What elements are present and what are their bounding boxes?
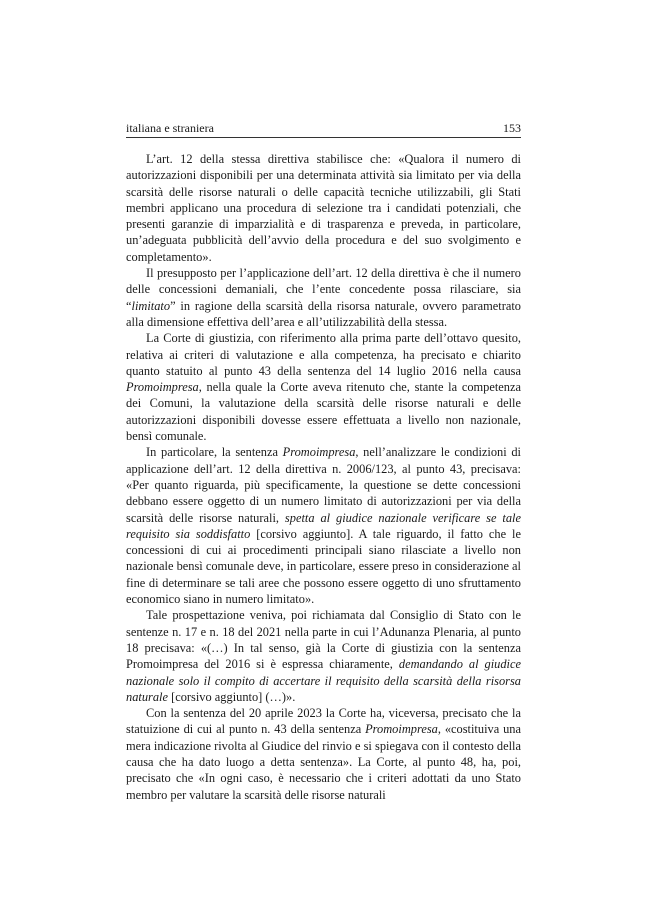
header-section-title: italiana e straniera <box>126 121 214 135</box>
text-run: ” in ragione della scarsità della risorsa naturale, ovvero parametrato alla dimensione effettiva dell’area e all’utilizzabilità della stessa. <box>126 298 521 329</box>
italic-run: Promoimpresa <box>365 722 438 737</box>
text-run: Tale prospettazione veniva, poi richiamata dal Consiglio di Stato con le sentenze n. 17 e n. 18 del 2021 nella parte in cui l’Adunanza Plenaria, al punto 18 precisava: «(…) In tal senso, già la Corte di giustizia con la sentenza Promoimpresa del 2016 si è espressa chiaramente, <box>126 608 521 672</box>
text-run: L’art. 12 della stessa direttiva stabilisce che: «Qualora il numero di autorizzazioni disponibili per una determinata attività sia limitato per via della scarsità delle risorse naturali o delle capacità tecniche utilizzabili, gli Stati membri applicano una procedura di selezione tra i candidati potenziali, che presenti garanzie di imparzialità e di trasparenza e preveda, in particolare, un’adeguata pubblicità dell’avvio della procedura e del suo svolgimento e completamento». <box>126 152 521 264</box>
text-run: Il presupposto per l’applicazione dell’art. 12 della direttiva è che il numero delle concessioni demaniali, che l’ente concedente possa rilasciare, sia “ <box>126 266 521 313</box>
text-run: [corsivo aggiunto] (…)». <box>168 689 296 704</box>
header-rule <box>126 137 521 138</box>
italic-run: Promoimpresa <box>126 380 199 395</box>
italic-run: Promoimpresa <box>282 445 356 460</box>
paragraph <box>126 607 521 705</box>
running-header <box>126 120 521 136</box>
text-run: , «costituiva una mera indicazione rivolta al Giudice del rinvio e si spiegava con il contesto della causa che ha dato luogo a detta sentenza». La Corte, al punto 48, ha, poi, precisato che «In ogni caso, è necessario che i criteri adottati da uno Stato membro per valutare la scarsità delle risorse naturali <box>126 722 521 802</box>
text-run: , nella quale la Corte aveva ritenuto che, stante la competenza dei Comuni, la valutazione della scarsità delle risorse naturali e delle autorizzazioni disponibili dovesse essere effettuata a livello non nazionale, bensì comunale. <box>126 380 521 444</box>
text-run: Con la sentenza del 20 aprile 2023 la Corte ha, viceversa, precisato che la statuizione di cui al punto n. 43 della sentenza <box>126 706 521 737</box>
italic-run: spetta al giudice nazionale verificare se tale requisito sia soddisfatto <box>126 510 521 541</box>
text-run: [corsivo aggiunto]. A tale riguardo, il fatto che le concessioni di cui ai procedimenti principali siano rilasciate a livello non nazionale bensì comunale deve, in particolare, essere preso in considerazione al fine di determinare se tali aree che possono essere oggetto di uno sfruttamento economico siano in numero limitato». <box>126 526 521 607</box>
paragraph <box>126 444 521 607</box>
body-text <box>126 151 521 803</box>
text-run: La Corte di giustizia, con riferimento alla prima parte dell’ottavo quesito, relativa ai criteri di valutazione e alla competenza, ha precisato e chiarito quanto statuito al punto 43 della sentenza del 14 luglio 2016 nella causa <box>126 331 521 378</box>
italic-run: demandando al giudice nazionale solo il compito di accertare il requisito della scarsità della risorsa naturale <box>126 657 521 704</box>
text-run: In particolare, la sentenza <box>146 445 283 460</box>
page-number: 153 <box>503 121 521 135</box>
paragraph <box>126 330 521 444</box>
paragraph <box>126 151 521 265</box>
italic-run: limitato <box>131 298 171 313</box>
paragraph <box>126 265 521 330</box>
paragraph <box>126 705 521 803</box>
text-run: , nell’analizzare le condizioni di applicazione dell’art. 12 della direttiva n. 2006/123, al punto 43, precisava: «Per quanto riguarda, più specificamente, la questione se dette concessioni debbano essere oggetto di un numero limitato di autorizzazioni per via della scarsità delle risorse naturali, <box>126 445 521 525</box>
